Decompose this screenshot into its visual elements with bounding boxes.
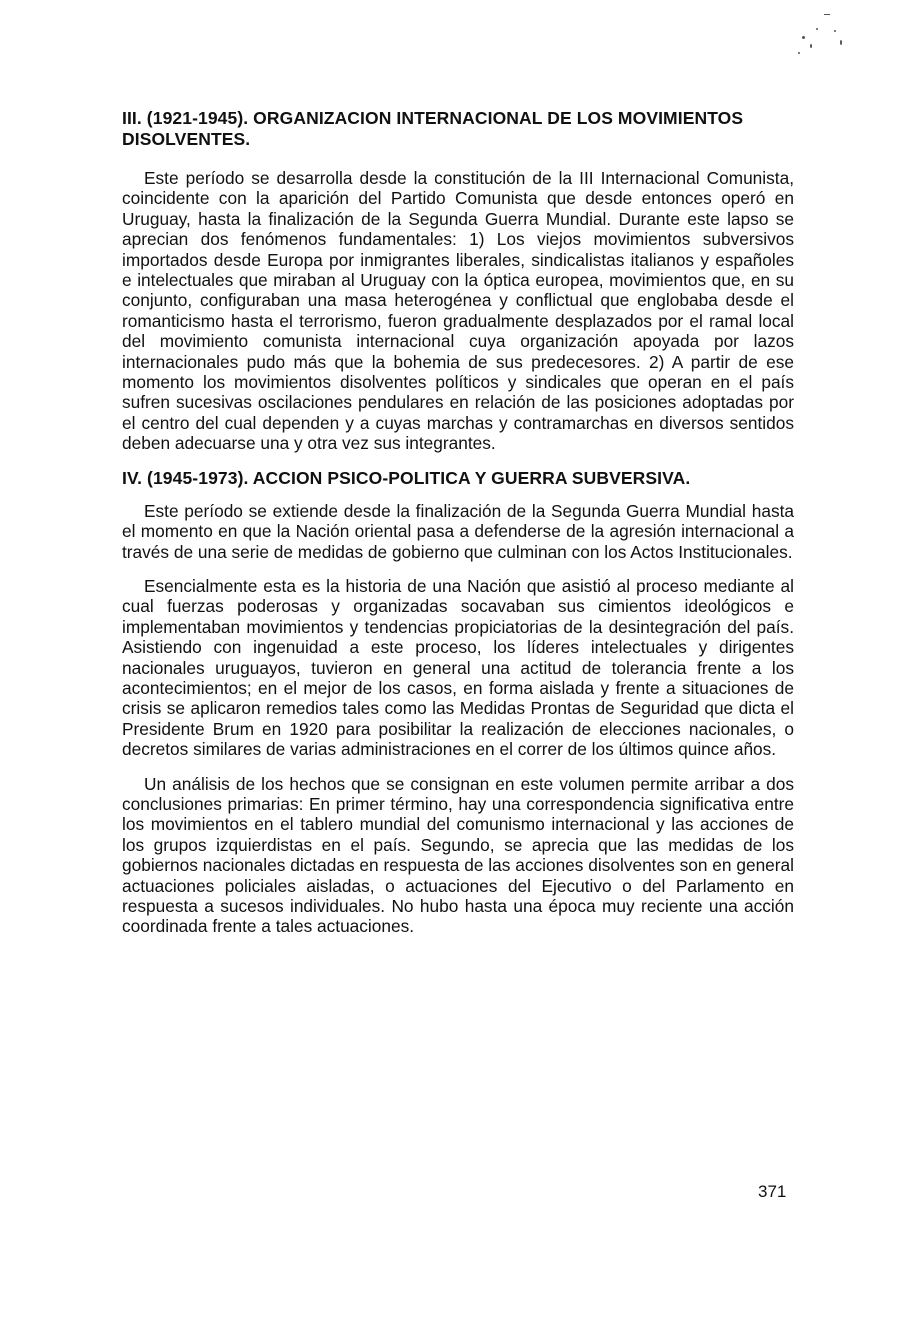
paragraph: Este período se extiende desde la finalización de la Segunda Guerra Mundial hasta el momento en que la Nación oriental pasa a defenderse de la agresión internacional a través de una serie de medidas de gobierno que culminan con los Actos Institucionales. (122, 500, 794, 562)
paragraph: Esencialmente esta es la historia de una Nación que asistió al proceso mediante al cual fuerzas poderosas y organizadas socavaban sus cimientos ideológicos e implementaban movimientos y tendencias propiciatorias de la desintegración del país. Asistiendo con ingenuidad a este proceso, los líderes intelectuales y dirigentes nacionales uruguayos, tuvieron en general una actitud de tolerancia frente a los acontecimientos; en el mejor de los casos, en forma aislada y frente a situaciones de crisis se aplicaron remedios tales como las Medidas Prontas de Seguridad que dicta el Presidente Brum en 1920 para posibilitar la realización de elecciones nacionales, o decretos similares de varias administraciones en el correr de los últimos quince años. (122, 575, 794, 760)
paragraph: Este período se desarrolla desde la constitución de la III Internacional Comunista, coincidente con la aparición del Partido Comunista que desde entonces operó en Uruguay, hasta la finalización de la Segunda Guerra Mundial. Durante este lapso se aprecian dos fenómenos fundamentales: 1) Los viejos movimientos subversivos importados desde Europa por inmigrantes liberales, sindicalistas italianos y españoles e intelectuales que miraban al Uruguay con la óptica europea, movimientos que, en su conjunto, configuraban una masa heterogénea y conflictual que englobaba desde el romanticismo hasta el terrorismo, fueron gradualmente desplazados por el ramal local del movimiento comunista internacional cuya organización apoyada por lazos internacionales pudo más que la bohemia de sus predecesores. 2) A partir de ese momento los movimientos disolventes políticos y sindicales que operan en el país sufren sucesivas oscilaciones pendulares en relación de las posiciones adoptadas por el centro del cual dependen y a cuyas marchas y contramarchas en diversos sentidos deben adecuarse una y otra vez sus integrantes. (122, 168, 794, 454)
page-number: 371 (758, 1182, 787, 1201)
section-heading-iv: IV. (1945-1973). ACCION PSICO-POLITICA Y GUERRA SUBVERSIVA. (122, 467, 691, 488)
document-page (122, 108, 794, 951)
section-heading-iii: III. (1921-1945). ORGANIZACION INTERNACIONAL DE LOS MOVIMIENTOS DISOLVENTES. (122, 108, 744, 149)
paragraph: Un análisis de los hechos que se consignan en este volumen permite arribar a dos conclusiones primarias: En primer término, hay una correspondencia significativa entre los movimientos en el tablero mundial del comunismo internacional y las acciones de los grupos izquierdistas en el país. Segundo, se aprecia que las medidas de los gobiernos nacionales dictadas en respuesta de las acciones disolventes son en general actuaciones policiales aisladas, o actuaciones del Ejecutivo o del Parlamento en respuesta a sucesos individuales. No hubo hasta una época muy reciente una acción coordinada frente a tales actuaciones. (122, 773, 794, 937)
scan-specks (740, 0, 860, 70)
